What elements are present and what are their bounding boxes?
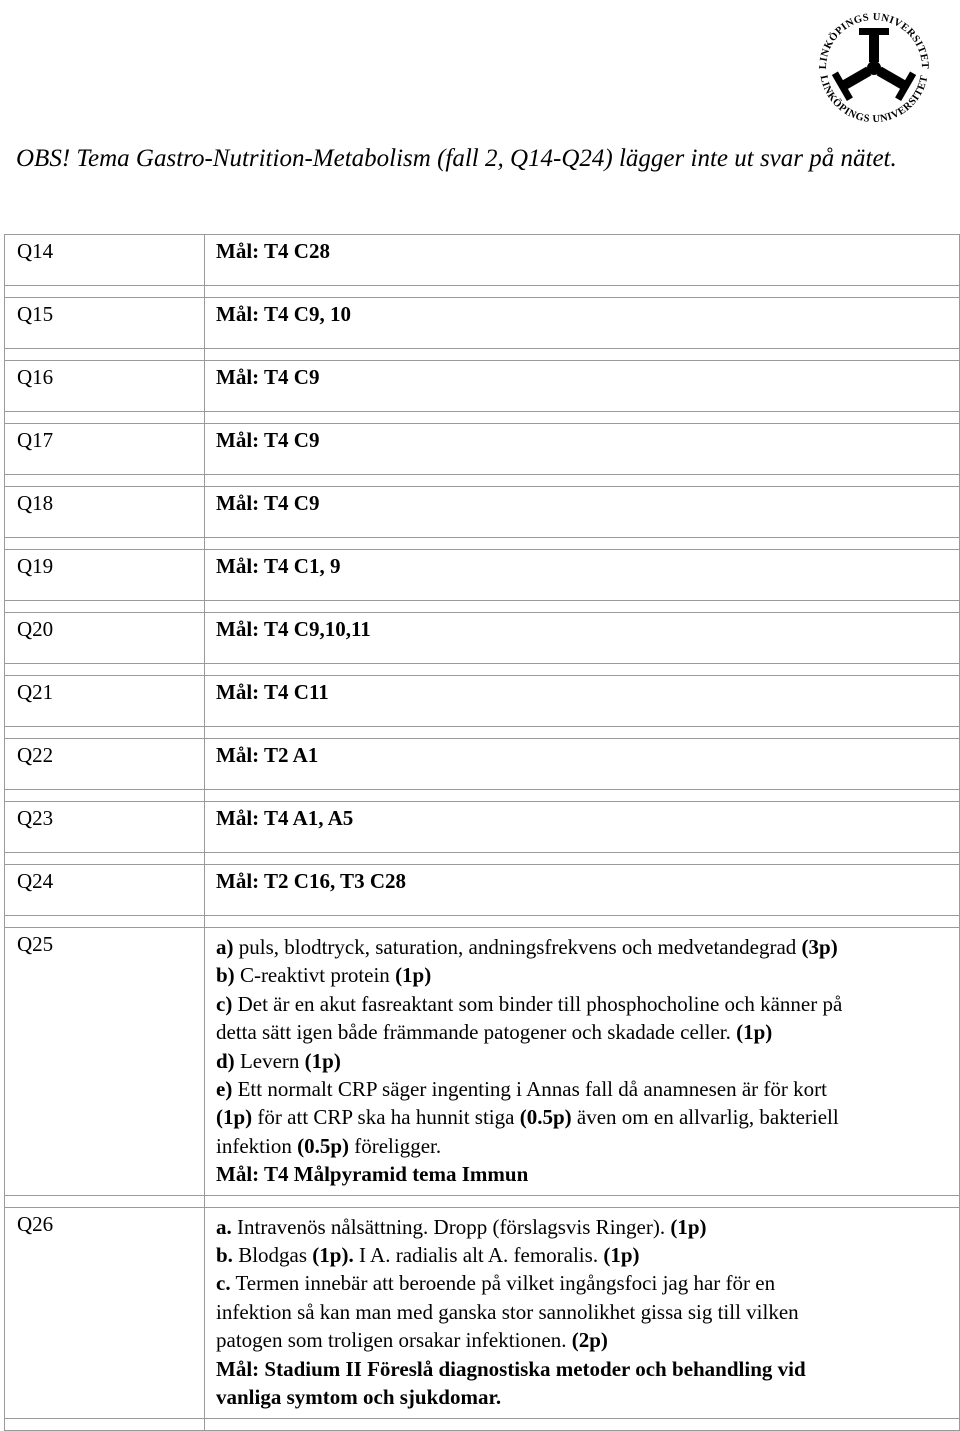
question-id: Q15 [5,298,205,349]
question-id: Q26 [5,1207,205,1418]
question-id: Q14 [5,235,205,286]
goal-text: Mål: T4 A1, A5 [205,802,960,853]
table-row [5,550,960,601]
table-row [5,298,960,349]
question-id: Q20 [5,613,205,664]
notice-text: OBS! Tema Gastro-Nutrition-Metabolism (fall 2, Q14-Q24) lägger inte ut svar på nätet. [16,145,897,172]
spacer-row [5,1195,960,1207]
goal-text: Mål: T4 C11 [205,676,960,727]
question-id: Q22 [5,739,205,790]
table-row [5,865,960,916]
spacer-row [5,727,960,739]
table-row-q25 [5,928,960,1196]
question-id: Q21 [5,676,205,727]
goal-text: Mål: T4 C9, 10 [205,298,960,349]
answer-cell: a. Intravenös nålsättning. Dropp (förslagsvis Ringer). (1p) b. Blodgas (1p). I A. radialis alt A. femoralis. (1p) c. Termen innebär att beroende på vilket ingångsfoci jag har för en infektion så kan man med ganska stor sannolikhet gissa sig till vilken patogen som troligen orsakar infektionen. (2p) Mål: Stadium II Föreslå diagnostiska metoder och behandling vid vanliga symtom och sjukdomar. [205,1207,960,1418]
goal-text: Mål: T2 C16, T3 C28 [205,865,960,916]
table-row [5,613,960,664]
question-id: Q17 [5,424,205,475]
goal-text: Mål: T4 Målpyramid tema Immun [216,1162,529,1187]
spacer-row [5,853,960,865]
question-id: Q19 [5,550,205,601]
answer-table [4,234,960,1431]
spacer-row [5,664,960,676]
seal-emblem [832,28,916,101]
table-row [5,676,960,727]
spacer-row [5,538,960,550]
goal-text: Mål: T2 A1 [205,739,960,790]
seal-text-top: LINKÖPINGS UNIVERSITET [817,11,931,70]
table-row [5,235,960,286]
spacer-row [5,916,960,928]
goal-text: Mål: T4 C9 [205,424,960,475]
spacer-row [5,601,960,613]
spacer-row [5,349,960,361]
goal-text: Mål: T4 C28 [205,235,960,286]
university-seal-logo [806,2,942,128]
table-row [5,424,960,475]
question-id: Q23 [5,802,205,853]
table-row [5,487,960,538]
question-id: Q24 [5,865,205,916]
seal-text-bottom: LINKÖPINGS UNIVERSITET [817,74,931,126]
table-row [5,802,960,853]
goal-text: Mål: T4 C9 [205,487,960,538]
goal-text: vanliga symtom och sjukdomar. [216,1385,502,1410]
spacer-row [5,412,960,424]
question-id: Q25 [5,928,205,1196]
table-row-q26 [5,1207,960,1418]
spacer-row [5,1418,960,1430]
table-row [5,361,960,412]
answer-cell: a) puls, blodtryck, saturation, andningsfrekvens och medvetandegrad (3p) b) C-reaktivt protein (1p) c) Det är en akut fasreaktant som binder till phosphocholine och känner på detta sätt igen både främmande patogener och skadade celler. (1p) d) Levern (1p) e) Ett normalt CRP säger ingenting i Annas fall då anamnesen är för kort (1p) för att CRP ska ha hunnit stiga (0.5p) även om en allvarlig, bakteriell infektion (0.5p) föreligger. Mål: T4 Målpyramid tema Immun [205,928,960,1196]
spacer-row [5,475,960,487]
goal-text: Mål: T4 C1, 9 [205,550,960,601]
spacer-row [5,286,960,298]
goal-text: Mål: T4 C9 [205,361,960,412]
goal-text: Mål: T4 C9,10,11 [205,613,960,664]
table-row [5,739,960,790]
svg-text:LINKÖPINGS UNIVERSITET [818,74,931,125]
goal-text: Mål: Stadium II Föreslå diagnostiska metoder och behandling vid [216,1356,806,1381]
spacer-row [5,790,960,802]
question-id: Q16 [5,361,205,412]
question-id: Q18 [5,487,205,538]
